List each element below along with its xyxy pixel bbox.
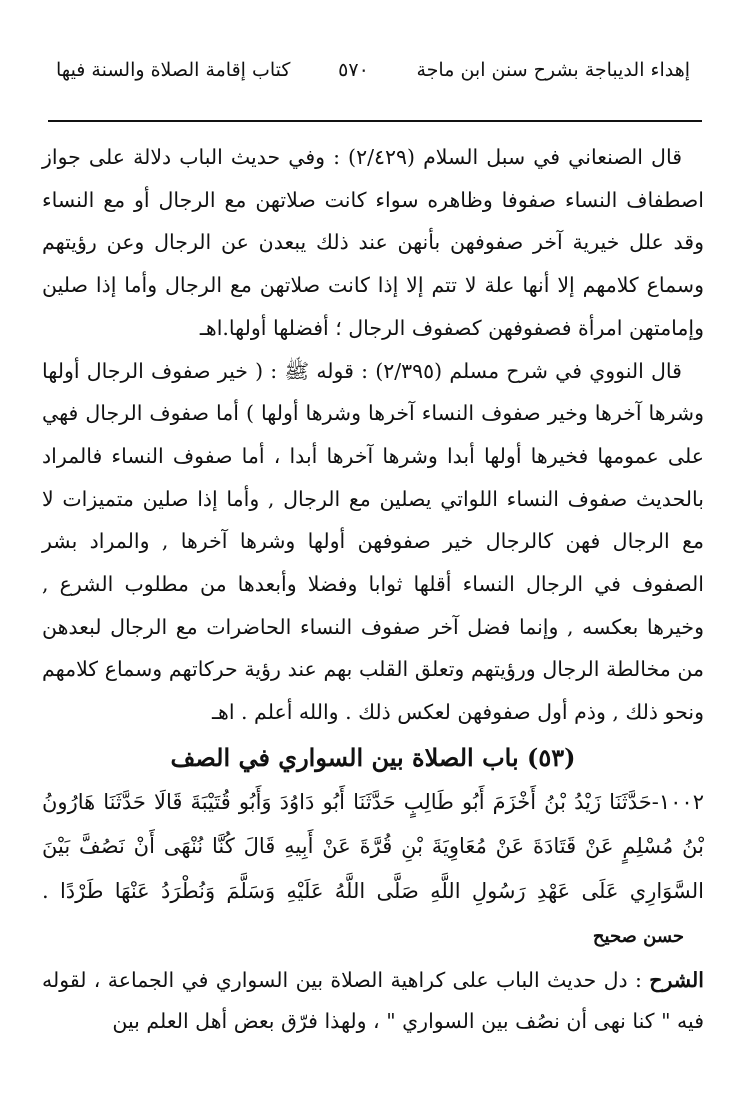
chapter-title: كتاب إقامة الصلاة والسنة فيها	[56, 59, 291, 81]
header-rule	[48, 120, 702, 122]
hadith-block	[42, 780, 704, 960]
paragraph-nawawi: قال النووي في شرح مسلم (٢/٣٩٥) : قوله ﷺ : ( خير صفوف الرجال أولها وشرها آخرها وخير صفوف النساء آخرها وشرها أولها ) أما صفوف الرجال فهي على عمومها فخيرها أولها أبدا وشرها آخرها أبدا ، أما صفوف النساء فالمراد بالحديث صفوف النساء اللواتي يصلين مع الرجال , وأما إذا صلين متميزات لا مع الرجال فهن كالرجال خير صفوفهن أولها وشرها آخرها , والمراد بشر الصفوف في الرجال النساء أقلها ثوابا وفضلا وأبعدها من مطلوب الشرع , وخيرها بعكسه , وإنما فضل آخر صفوف النساء الحاضرات مع الرجال لبعدهن من مخالطة الرجال ورؤيتهم وتعلق القلب بهم عند رؤية حركاتهم وسماع كلامهم ونحو ذلك , وذم أول صفوفهن لعكس ذلك . والله أعلم . اهـ	[42, 358, 704, 725]
page-number: ٥٧٠	[338, 59, 369, 81]
hadith-grade: حسن صحيح	[592, 926, 684, 948]
sharh-label: الشرح	[649, 967, 704, 992]
book-title: إهداء الديباجة بشرح سنن ابن ماجة	[416, 59, 690, 81]
page-header	[56, 52, 690, 88]
sharh-text: : دل حديث الباب على كراهية الصلاة بين السواري في الجماعة ، لقوله فيه " كنا نهى أن نصُف بين السواري " ، ولهذا فرّق بعض أهل العلم بين	[42, 967, 704, 1033]
chapter-heading: (٥٣) باب الصلاة بين السواري في الصف	[170, 742, 576, 772]
hadith-text: ١٠٠٢-حَدَّثَنَا زَيْدُ بْنُ أَخْزَمَ أَبُو طَالِبٍ حَدَّثَنَا أَبُو دَاوُدَ وَأَبُو قُتَيْبَةَ قَالَا حَدَّثَنَا هَارُونُ بْنُ مُسْلِمٍ عَنْ قَتَادَةَ عَنْ مُعَاوِيَةَ بْنِ قُرَّةَ عَنْ أَبِيهِ قَالَ كُنَّا نُنْهَى أَنْ نَصُفَّ بَيْنَ السَّوَارِي عَلَى عَهْدِ رَسُولِ اللَّهِ صَلَّى اللَّهُ عَلَيْهِ وَسَلَّمَ وَنُطْرَدُ عَنْهَا طَرْدًا .	[42, 789, 704, 903]
sharh-block	[42, 960, 704, 1042]
page-body	[42, 136, 704, 1042]
paragraph-sanani: قال الصنعاني في سبل السلام (٢/٤٢٩) : وفي حديث الباب دلالة على جواز اصطفاف النساء صفوفا وظاهره سواء كانت صلاتهن مع الرجال أو مع النساء وقد علل خيرية آخر صفوفهن بأنهن عند ذلك يبعدن عن الرجال وعن رؤيتهم وسماع كلامهم إلا أنها علة لا تتم إلا إذا كانت صلاتهن مع الرجال وأما إذا صلين وإمامتهن امرأة فصفوفهن كصفوف الرجال ؛ أفضلها أولها.اهـ	[42, 145, 704, 340]
